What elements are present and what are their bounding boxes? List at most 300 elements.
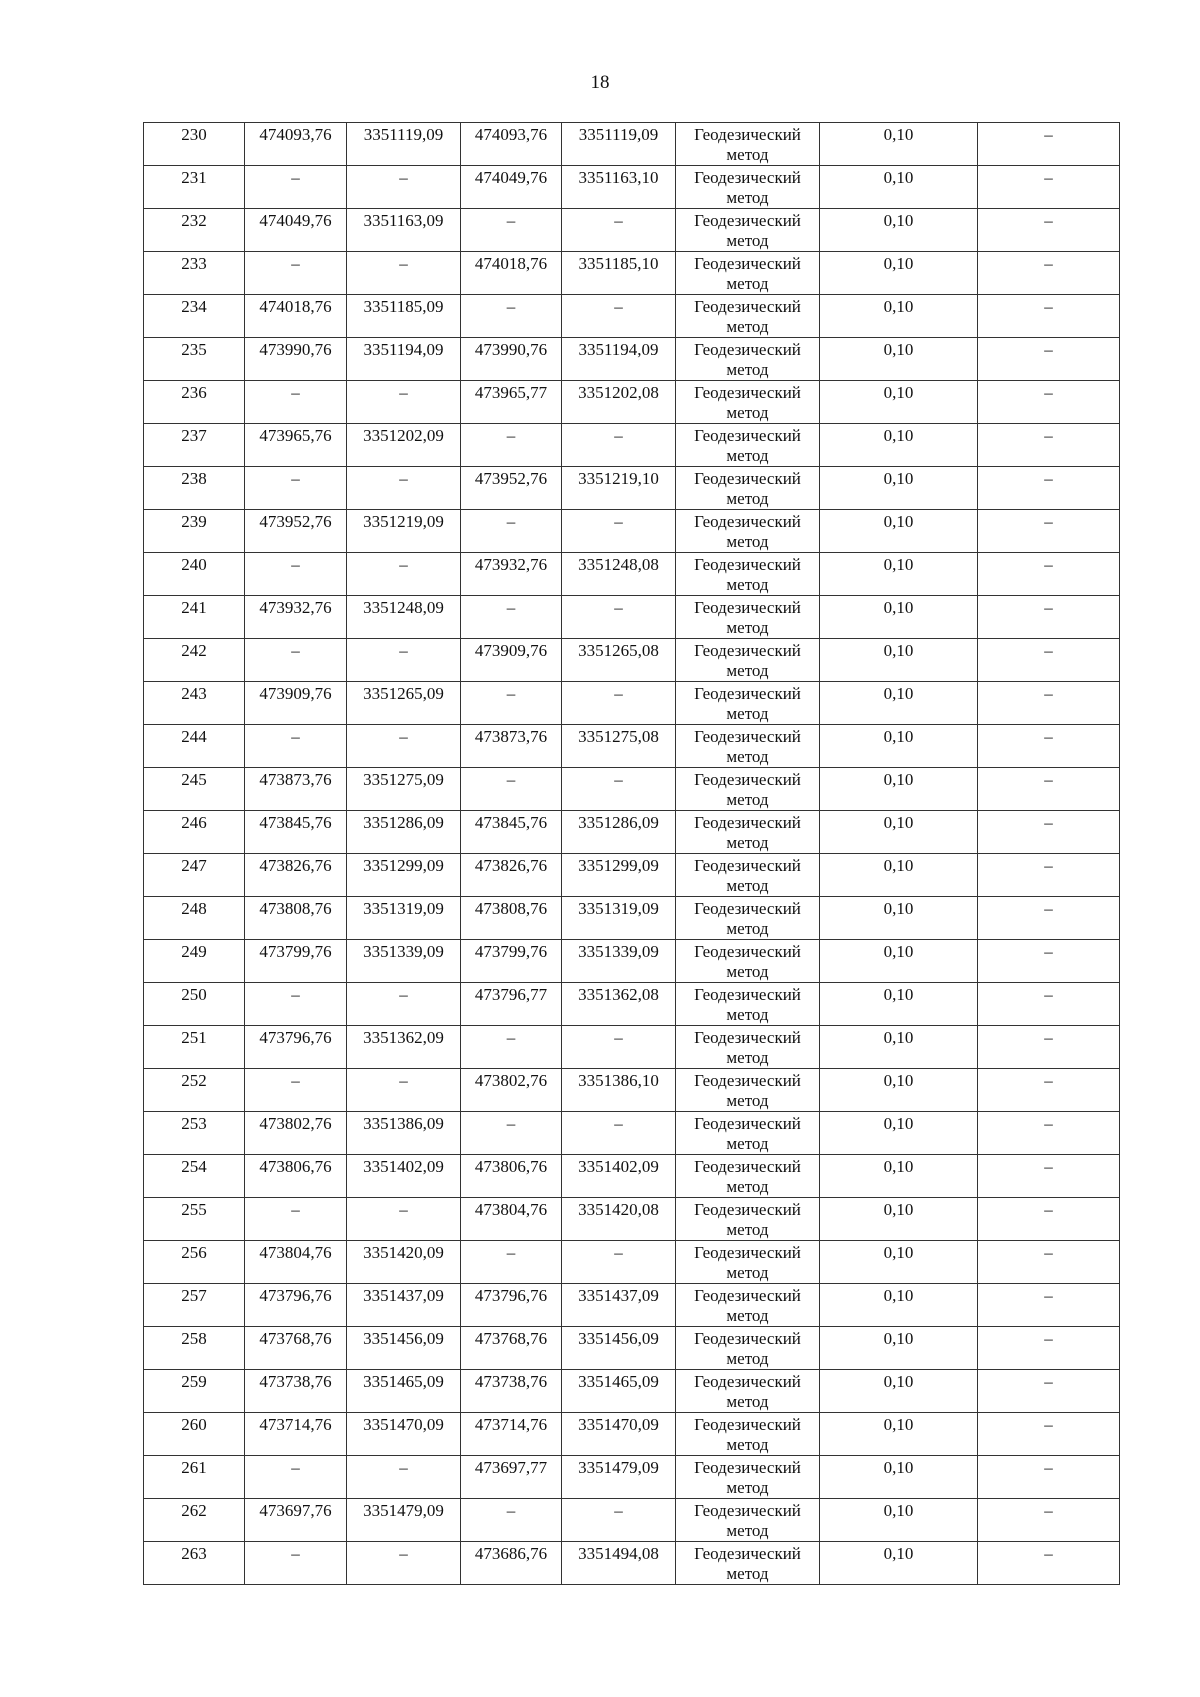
accuracy-cell: 0,10: [820, 1026, 978, 1069]
y-existing-cell: –: [347, 252, 461, 295]
method-label-line2: метод: [726, 1263, 769, 1282]
note-cell: –: [978, 983, 1120, 1026]
y-refined-cell: 3351275,08: [562, 725, 676, 768]
y-existing-cell: 3351185,09: [347, 295, 461, 338]
method-cell: [676, 725, 820, 768]
y-refined-cell: –: [562, 682, 676, 725]
point-number-cell: 244: [144, 725, 245, 768]
x-existing-cell: 473806,76: [245, 1155, 347, 1198]
y-existing-cell: 3351286,09: [347, 811, 461, 854]
x-refined-cell: –: [461, 768, 562, 811]
method-label-line2: метод: [726, 532, 769, 551]
note-cell: –: [978, 510, 1120, 553]
method-label-line2: метод: [726, 1349, 769, 1368]
table-row: [144, 252, 1120, 295]
method-label-line2: метод: [726, 1005, 769, 1024]
method-label-line2: метод: [726, 1521, 769, 1540]
y-existing-cell: –: [347, 553, 461, 596]
method-label-line2: метод: [726, 1134, 769, 1153]
x-refined-cell: 473826,76: [461, 854, 562, 897]
y-existing-cell: 3351339,09: [347, 940, 461, 983]
accuracy-cell: 0,10: [820, 209, 978, 252]
method-cell: [676, 768, 820, 811]
table-row: [144, 1069, 1120, 1112]
accuracy-cell: 0,10: [820, 553, 978, 596]
method-label-line2: метод: [726, 1091, 769, 1110]
method-cell: [676, 166, 820, 209]
method-label-line2: метод: [726, 1435, 769, 1454]
method-cell: [676, 1026, 820, 1069]
x-refined-cell: 473804,76: [461, 1198, 562, 1241]
point-number-cell: 240: [144, 553, 245, 596]
method-label-line2: метод: [726, 489, 769, 508]
method-label-line2: метод: [726, 1392, 769, 1411]
table-row: [144, 1026, 1120, 1069]
method-label: Геодезический: [694, 1415, 801, 1434]
method-label: Геодезический: [694, 727, 801, 746]
x-refined-cell: 473909,76: [461, 639, 562, 682]
y-refined-cell: 3351362,08: [562, 983, 676, 1026]
x-existing-cell: 473952,76: [245, 510, 347, 553]
x-existing-cell: 473804,76: [245, 1241, 347, 1284]
y-refined-cell: 3351470,09: [562, 1413, 676, 1456]
x-refined-cell: –: [461, 682, 562, 725]
note-cell: –: [978, 1327, 1120, 1370]
method-cell: [676, 811, 820, 854]
accuracy-cell: 0,10: [820, 123, 978, 166]
note-cell: –: [978, 295, 1120, 338]
x-existing-cell: –: [245, 467, 347, 510]
method-label-line2: метод: [726, 618, 769, 637]
point-number-cell: 257: [144, 1284, 245, 1327]
method-cell: [676, 639, 820, 682]
table-row: [144, 553, 1120, 596]
x-existing-cell: 473697,76: [245, 1499, 347, 1542]
accuracy-cell: 0,10: [820, 639, 978, 682]
x-existing-cell: 473714,76: [245, 1413, 347, 1456]
point-number-cell: 258: [144, 1327, 245, 1370]
x-refined-cell: –: [461, 209, 562, 252]
method-label-line2: метод: [726, 274, 769, 293]
x-existing-cell: 473845,76: [245, 811, 347, 854]
y-existing-cell: 3351402,09: [347, 1155, 461, 1198]
accuracy-cell: 0,10: [820, 1370, 978, 1413]
point-number-cell: 245: [144, 768, 245, 811]
x-existing-cell: –: [245, 1069, 347, 1112]
method-cell: [676, 682, 820, 725]
x-existing-cell: –: [245, 983, 347, 1026]
y-refined-cell: 3351163,10: [562, 166, 676, 209]
note-cell: –: [978, 1542, 1120, 1585]
x-existing-cell: –: [245, 725, 347, 768]
method-cell: [676, 1198, 820, 1241]
y-refined-cell: –: [562, 1026, 676, 1069]
x-refined-cell: 473952,76: [461, 467, 562, 510]
y-existing-cell: 3351319,09: [347, 897, 461, 940]
note-cell: –: [978, 209, 1120, 252]
accuracy-cell: 0,10: [820, 1198, 978, 1241]
note-cell: –: [978, 854, 1120, 897]
method-label-line2: метод: [726, 790, 769, 809]
x-existing-cell: 474093,76: [245, 123, 347, 166]
accuracy-cell: 0,10: [820, 811, 978, 854]
method-label-line2: метод: [726, 317, 769, 336]
y-existing-cell: 3351119,09: [347, 123, 461, 166]
accuracy-cell: 0,10: [820, 252, 978, 295]
note-cell: –: [978, 1069, 1120, 1112]
x-existing-cell: 474018,76: [245, 295, 347, 338]
accuracy-cell: 0,10: [820, 854, 978, 897]
point-number-cell: 253: [144, 1112, 245, 1155]
table-row: [144, 209, 1120, 252]
y-existing-cell: 3351362,09: [347, 1026, 461, 1069]
y-existing-cell: –: [347, 983, 461, 1026]
x-refined-cell: 473932,76: [461, 553, 562, 596]
method-cell: [676, 897, 820, 940]
table-row: [144, 424, 1120, 467]
method-cell: [676, 1327, 820, 1370]
accuracy-cell: 0,10: [820, 1542, 978, 1585]
note-cell: –: [978, 123, 1120, 166]
method-label-line2: метод: [726, 360, 769, 379]
table-body: [144, 123, 1120, 1585]
y-refined-cell: 3351437,09: [562, 1284, 676, 1327]
accuracy-cell: 0,10: [820, 338, 978, 381]
table-row: [144, 725, 1120, 768]
method-cell: [676, 123, 820, 166]
point-number-cell: 262: [144, 1499, 245, 1542]
x-refined-cell: 474093,76: [461, 123, 562, 166]
x-refined-cell: –: [461, 1241, 562, 1284]
point-number-cell: 231: [144, 166, 245, 209]
x-refined-cell: 473808,76: [461, 897, 562, 940]
note-cell: –: [978, 381, 1120, 424]
accuracy-cell: 0,10: [820, 983, 978, 1026]
y-refined-cell: 3351265,08: [562, 639, 676, 682]
point-number-cell: 246: [144, 811, 245, 854]
table-row: [144, 295, 1120, 338]
accuracy-cell: 0,10: [820, 467, 978, 510]
method-label-line2: метод: [726, 145, 769, 164]
method-label: Геодезический: [694, 899, 801, 918]
point-number-cell: 243: [144, 682, 245, 725]
method-cell: [676, 1413, 820, 1456]
method-label: Геодезический: [694, 125, 801, 144]
method-cell: [676, 209, 820, 252]
point-number-cell: 236: [144, 381, 245, 424]
y-existing-cell: –: [347, 1069, 461, 1112]
x-existing-cell: 473799,76: [245, 940, 347, 983]
method-cell: [676, 424, 820, 467]
table-row: [144, 467, 1120, 510]
y-existing-cell: 3351470,09: [347, 1413, 461, 1456]
method-cell: [676, 1155, 820, 1198]
method-cell: [676, 1370, 820, 1413]
method-label: Геодезический: [694, 770, 801, 789]
x-refined-cell: 473799,76: [461, 940, 562, 983]
y-refined-cell: 3351479,09: [562, 1456, 676, 1499]
method-label: Геодезический: [694, 1200, 801, 1219]
accuracy-cell: 0,10: [820, 381, 978, 424]
table-row: [144, 1542, 1120, 1585]
table-row: [144, 1370, 1120, 1413]
y-refined-cell: –: [562, 209, 676, 252]
note-cell: –: [978, 1413, 1120, 1456]
x-existing-cell: 473738,76: [245, 1370, 347, 1413]
method-label: Геодезический: [694, 813, 801, 832]
y-existing-cell: 3351437,09: [347, 1284, 461, 1327]
y-existing-cell: 3351248,09: [347, 596, 461, 639]
y-refined-cell: 3351420,08: [562, 1198, 676, 1241]
x-refined-cell: 473796,76: [461, 1284, 562, 1327]
method-label: Геодезический: [694, 1114, 801, 1133]
y-refined-cell: –: [562, 424, 676, 467]
accuracy-cell: 0,10: [820, 166, 978, 209]
point-number-cell: 230: [144, 123, 245, 166]
method-label-line2: метод: [726, 704, 769, 723]
accuracy-cell: 0,10: [820, 1069, 978, 1112]
table-row: [144, 381, 1120, 424]
x-existing-cell: 473796,76: [245, 1026, 347, 1069]
x-refined-cell: 473714,76: [461, 1413, 562, 1456]
table-row: [144, 854, 1120, 897]
method-label: Геодезический: [694, 1071, 801, 1090]
note-cell: –: [978, 1284, 1120, 1327]
y-refined-cell: 3351299,09: [562, 854, 676, 897]
x-existing-cell: –: [245, 252, 347, 295]
point-number-cell: 232: [144, 209, 245, 252]
point-number-cell: 251: [144, 1026, 245, 1069]
x-existing-cell: 474049,76: [245, 209, 347, 252]
accuracy-cell: 0,10: [820, 1284, 978, 1327]
method-label: Геодезический: [694, 555, 801, 574]
method-label: Геодезический: [694, 1243, 801, 1262]
x-refined-cell: 473738,76: [461, 1370, 562, 1413]
point-number-cell: 241: [144, 596, 245, 639]
x-existing-cell: –: [245, 1456, 347, 1499]
y-existing-cell: –: [347, 467, 461, 510]
method-cell: [676, 983, 820, 1026]
accuracy-cell: 0,10: [820, 897, 978, 940]
method-cell: [676, 381, 820, 424]
table-row: [144, 510, 1120, 553]
note-cell: –: [978, 725, 1120, 768]
note-cell: –: [978, 424, 1120, 467]
x-refined-cell: 473965,77: [461, 381, 562, 424]
y-existing-cell: –: [347, 1198, 461, 1241]
method-label: Геодезический: [694, 211, 801, 230]
method-label: Геодезический: [694, 1501, 801, 1520]
point-number-cell: 238: [144, 467, 245, 510]
method-cell: [676, 510, 820, 553]
method-cell: [676, 1241, 820, 1284]
method-label: Геодезический: [694, 426, 801, 445]
method-label-line2: метод: [726, 1478, 769, 1497]
table-row: [144, 1327, 1120, 1370]
table-row: [144, 682, 1120, 725]
y-refined-cell: 3351219,10: [562, 467, 676, 510]
method-cell: [676, 553, 820, 596]
method-label: Геодезический: [694, 469, 801, 488]
method-label: Геодезический: [694, 383, 801, 402]
table-row: [144, 1456, 1120, 1499]
method-cell: [676, 467, 820, 510]
y-refined-cell: 3351339,09: [562, 940, 676, 983]
note-cell: –: [978, 1456, 1120, 1499]
x-refined-cell: 473796,77: [461, 983, 562, 1026]
method-cell: [676, 338, 820, 381]
note-cell: –: [978, 166, 1120, 209]
method-cell: [676, 1069, 820, 1112]
x-refined-cell: –: [461, 1026, 562, 1069]
y-refined-cell: –: [562, 1241, 676, 1284]
x-refined-cell: 473802,76: [461, 1069, 562, 1112]
x-existing-cell: 473808,76: [245, 897, 347, 940]
y-existing-cell: 3351163,09: [347, 209, 461, 252]
note-cell: –: [978, 1198, 1120, 1241]
method-label: Геодезический: [694, 1028, 801, 1047]
method-cell: [676, 1456, 820, 1499]
point-number-cell: 233: [144, 252, 245, 295]
x-existing-cell: 473990,76: [245, 338, 347, 381]
table-row: [144, 768, 1120, 811]
point-number-cell: 256: [144, 1241, 245, 1284]
method-cell: [676, 1542, 820, 1585]
method-label: Геодезический: [694, 1372, 801, 1391]
method-label: Геодезический: [694, 340, 801, 359]
y-refined-cell: –: [562, 596, 676, 639]
accuracy-cell: 0,10: [820, 1456, 978, 1499]
table-row: [144, 1413, 1120, 1456]
method-label-line2: метод: [726, 446, 769, 465]
y-refined-cell: –: [562, 1112, 676, 1155]
y-existing-cell: 3351275,09: [347, 768, 461, 811]
y-refined-cell: 3351494,08: [562, 1542, 676, 1585]
y-existing-cell: 3351479,09: [347, 1499, 461, 1542]
y-refined-cell: 3351386,10: [562, 1069, 676, 1112]
x-existing-cell: 473796,76: [245, 1284, 347, 1327]
point-number-cell: 239: [144, 510, 245, 553]
method-cell: [676, 252, 820, 295]
method-label-line2: метод: [726, 1048, 769, 1067]
table-row: [144, 123, 1120, 166]
y-existing-cell: –: [347, 1456, 461, 1499]
accuracy-cell: 0,10: [820, 295, 978, 338]
note-cell: –: [978, 1241, 1120, 1284]
method-label: Геодезический: [694, 684, 801, 703]
x-existing-cell: –: [245, 1198, 347, 1241]
x-refined-cell: –: [461, 596, 562, 639]
note-cell: –: [978, 768, 1120, 811]
table-row: [144, 596, 1120, 639]
x-refined-cell: 474018,76: [461, 252, 562, 295]
method-label-line2: метод: [726, 1220, 769, 1239]
accuracy-cell: 0,10: [820, 510, 978, 553]
note-cell: –: [978, 252, 1120, 295]
note-cell: –: [978, 897, 1120, 940]
x-existing-cell: –: [245, 381, 347, 424]
accuracy-cell: 0,10: [820, 1327, 978, 1370]
method-cell: [676, 1112, 820, 1155]
point-number-cell: 263: [144, 1542, 245, 1585]
note-cell: –: [978, 1155, 1120, 1198]
method-label: Геодезический: [694, 1157, 801, 1176]
table-row: [144, 811, 1120, 854]
point-number-cell: 260: [144, 1413, 245, 1456]
table-row: [144, 1112, 1120, 1155]
y-refined-cell: 3351319,09: [562, 897, 676, 940]
table-row: [144, 1499, 1120, 1542]
x-existing-cell: 473802,76: [245, 1112, 347, 1155]
point-number-cell: 242: [144, 639, 245, 682]
y-existing-cell: 3351456,09: [347, 1327, 461, 1370]
y-refined-cell: 3351456,09: [562, 1327, 676, 1370]
x-existing-cell: 473932,76: [245, 596, 347, 639]
point-number-cell: 259: [144, 1370, 245, 1413]
y-refined-cell: 3351194,09: [562, 338, 676, 381]
accuracy-cell: 0,10: [820, 1155, 978, 1198]
x-existing-cell: 473909,76: [245, 682, 347, 725]
method-cell: [676, 1284, 820, 1327]
note-cell: –: [978, 682, 1120, 725]
y-existing-cell: 3351219,09: [347, 510, 461, 553]
y-refined-cell: –: [562, 768, 676, 811]
accuracy-cell: 0,10: [820, 1112, 978, 1155]
y-refined-cell: –: [562, 1499, 676, 1542]
x-refined-cell: 473768,76: [461, 1327, 562, 1370]
note-cell: –: [978, 1499, 1120, 1542]
x-existing-cell: 473826,76: [245, 854, 347, 897]
method-cell: [676, 1499, 820, 1542]
method-label-line2: метод: [726, 1564, 769, 1583]
table-row: [144, 338, 1120, 381]
method-label-line2: метод: [726, 876, 769, 895]
x-existing-cell: –: [245, 166, 347, 209]
x-existing-cell: –: [245, 1542, 347, 1585]
method-label-line2: метод: [726, 919, 769, 938]
method-label-line2: метод: [726, 188, 769, 207]
point-number-cell: 235: [144, 338, 245, 381]
method-label: Геодезический: [694, 641, 801, 660]
table-row: [144, 1155, 1120, 1198]
y-refined-cell: 3351465,09: [562, 1370, 676, 1413]
page-number: 18: [590, 72, 610, 93]
x-refined-cell: –: [461, 295, 562, 338]
note-cell: –: [978, 940, 1120, 983]
y-existing-cell: 3351194,09: [347, 338, 461, 381]
y-existing-cell: 3351202,09: [347, 424, 461, 467]
method-label: Геодезический: [694, 168, 801, 187]
accuracy-cell: 0,10: [820, 424, 978, 467]
x-refined-cell: 473686,76: [461, 1542, 562, 1585]
method-label-line2: метод: [726, 661, 769, 680]
point-number-cell: 237: [144, 424, 245, 467]
accuracy-cell: 0,10: [820, 768, 978, 811]
y-existing-cell: 3351265,09: [347, 682, 461, 725]
note-cell: –: [978, 639, 1120, 682]
x-existing-cell: 473873,76: [245, 768, 347, 811]
x-refined-cell: 473990,76: [461, 338, 562, 381]
method-label-line2: метод: [726, 575, 769, 594]
x-existing-cell: –: [245, 553, 347, 596]
method-label: Геодезический: [694, 856, 801, 875]
x-refined-cell: 473873,76: [461, 725, 562, 768]
method-label-line2: метод: [726, 231, 769, 250]
table-row: [144, 1284, 1120, 1327]
y-existing-cell: 3351465,09: [347, 1370, 461, 1413]
point-number-cell: 254: [144, 1155, 245, 1198]
note-cell: –: [978, 467, 1120, 510]
